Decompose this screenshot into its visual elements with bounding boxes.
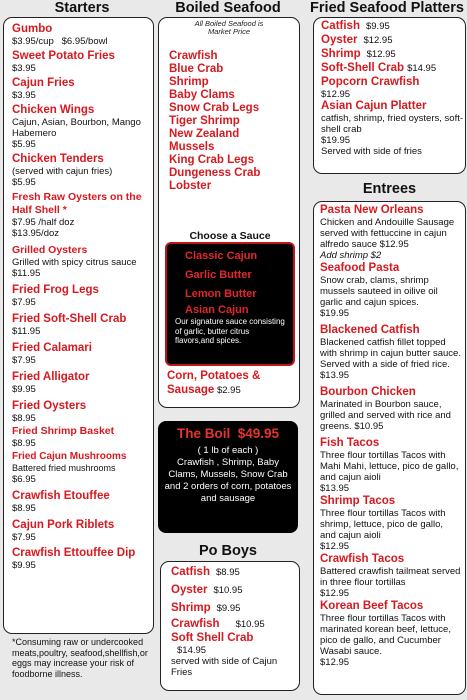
sauce-list (167, 244, 293, 346)
list-item (12, 519, 145, 543)
item-name: Fried Cajun Mushrooms (12, 451, 127, 462)
item-price: $9.95 (365, 21, 390, 32)
item-name: Fish Tacos (320, 437, 380, 449)
item-price: $5.95 (12, 139, 36, 150)
boiled-item: Mussels (169, 141, 215, 153)
item-price: $9.95 (216, 603, 241, 614)
item-price: $8.95 (12, 413, 36, 424)
item-name: Cajun Pork Riblets (12, 519, 115, 531)
starters-panel (3, 17, 154, 634)
fried-panel (313, 17, 466, 174)
item-name: Pasta New Orleans (320, 204, 424, 216)
item-price: $8.95 (12, 438, 36, 449)
raw-food-disclaimer: *Consuming raw or undercooked meats,poultry, seafood,shellfish,or eggs may increase your risk of foodborne illness. (12, 637, 148, 679)
item-name: Oyster (171, 584, 208, 596)
item-name: Seafood Pasta (320, 262, 400, 274)
item-name: Fried Soft-Shell Crab (12, 313, 127, 325)
item-name: Fried Frog Legs (12, 284, 99, 296)
item-desc: Battered crawfish tailmeat served in three flour tortillas (320, 566, 461, 588)
item-name: Soft Shell Crab (171, 632, 254, 644)
item-desc: Cajun, Asian, Bourbon, Mango Habemero (12, 117, 141, 139)
item-price: $13.95/doz (12, 228, 60, 239)
po-boys-panel (160, 561, 300, 691)
item-name: Fried Calamari (12, 342, 92, 354)
list-item (12, 104, 145, 150)
item-name: Shrimp (171, 602, 211, 614)
item-desc: (served with cajun fries) (12, 166, 113, 177)
item-name: Shrimp (321, 48, 361, 60)
item-price: $7.95 (12, 297, 36, 308)
list-item (321, 34, 465, 47)
po-boys-note: served with side of Cajun Fries (171, 656, 278, 678)
list-item (320, 324, 461, 381)
item-price: $9.95 (12, 560, 36, 571)
item-name: Popcorn Crawfish (321, 76, 420, 88)
item-price: $7.95 (12, 355, 36, 366)
item-desc: Three flour tortillas Tacos with shrimp, lettuce, pico de gallo, and cajun aioli (320, 508, 446, 541)
sauce-option: Lemon Butter (185, 288, 257, 300)
list-item (171, 602, 299, 615)
starters-header: Starters (54, 0, 110, 16)
item-price: $8.95 (12, 503, 36, 514)
list-item (12, 284, 145, 308)
item-name: Sweet Potato Fries (12, 50, 115, 62)
item-price: $3.95 (12, 90, 36, 101)
item-desc: Chicken and Andouille Sausage served with fettuccine in cajun alfredo sauce $12.95 (320, 217, 455, 250)
item-name: Fried Shrimp Basket (12, 425, 115, 437)
boiled-header: Boiled Seafood (175, 0, 281, 16)
item-name: Shrimp Tacos (320, 495, 396, 507)
item-name: Fresh Raw Oysters on the Half Shell * (12, 191, 142, 216)
list-item (320, 386, 461, 432)
item-name: Asian Cajun Platter (321, 100, 427, 112)
sauce-option: Asian Cajun (185, 304, 249, 316)
boiled-items (159, 36, 299, 193)
list-item (12, 400, 145, 424)
side-price: $2.95 (216, 385, 241, 396)
item-name: Crawfish (171, 618, 220, 630)
list-item (12, 342, 145, 366)
item-name: Blackened Catfish (320, 324, 420, 336)
item-name: Grilled Oysters (12, 244, 88, 256)
sauce-option: Classic Cajun (185, 250, 258, 262)
item-price: $3.95 (12, 63, 36, 74)
item-name: Chicken Tenders (12, 153, 104, 165)
list-item (320, 553, 461, 599)
item-price: $10.95 (235, 619, 265, 630)
item-price: $9.95 (12, 384, 36, 395)
list-item (321, 48, 465, 61)
item-desc: catfish, shrimp, fried oysters, soft-shell crab (321, 113, 464, 135)
side-name: Corn, Potatoes & Sausage (167, 370, 261, 396)
boiled-item: Lobster (169, 180, 212, 192)
item-price: $14.95 (407, 63, 437, 74)
entrees-header: Entrees (362, 181, 417, 197)
asian-cajun-desc: Our signature sauce consisting of garlic, butter citrus flavors,and spices. (175, 317, 285, 345)
item-price: $11.95 (12, 326, 41, 337)
list-item (171, 618, 299, 631)
list-item (320, 600, 461, 668)
item-name: Crawfish Tacos (320, 553, 405, 565)
list-item (12, 50, 145, 74)
item-price: $12.95 (321, 89, 351, 100)
item-price: $12.95 (320, 541, 350, 552)
item-desc: Grilled with spicy citrus sauce $11.95 (12, 257, 137, 279)
item-price: $12.95 (363, 35, 393, 46)
item-name: Oyster (321, 34, 358, 46)
market-price-note: All Boiled Seafood is Market Price (194, 19, 264, 36)
item-name: Catfish (321, 20, 360, 32)
list-item (12, 547, 145, 571)
item-price: $19.95 (321, 135, 351, 146)
item-desc: Snow crab, clams, shrimp mussels sauteed in oilive oil garlic and cajun spices. (320, 275, 438, 308)
boiled-item: New Zealand (169, 128, 240, 140)
item-price: $19.95 (320, 308, 350, 319)
list-item (12, 371, 145, 395)
boil-desc: ( 1 lb of each ) Crawfish , Shrimp, Baby Clams, Mussels, Snow Crab and 2 orders of corn, potatoes and sausage (164, 445, 292, 504)
item-desc: Three flour tortillas Tacos with marinated korean beef, lettuce, pico de gallo, and Cucumber Wasabi sauce. (320, 613, 451, 657)
list-item (171, 584, 299, 597)
boiled-item: Baby Clams (169, 89, 235, 101)
boil-title: The Boil $49.95 (176, 426, 280, 441)
item-name: Cajun Fries (12, 77, 75, 89)
fried-header: Fried Seafood Platters (310, 0, 464, 16)
list-item (12, 244, 145, 279)
item-price: $13.95 (320, 483, 350, 494)
item-name: Chicken Wings (12, 104, 95, 116)
item-name: Fried Alligator (12, 371, 90, 383)
item-price: $12.95 (320, 588, 350, 599)
item-desc: Three flour tortillas Tacos with Mahi Mahi, lettuce, pico de gallo, and cajun aioli (320, 450, 459, 483)
sauce-title: Choose a Sauce (189, 230, 271, 242)
list-item (320, 204, 461, 261)
list-item (320, 437, 461, 494)
list-item (171, 566, 299, 579)
list-item (12, 450, 145, 485)
list-item (12, 191, 145, 239)
boiled-item: Tiger Shrimp (169, 115, 240, 127)
list-item (12, 77, 145, 101)
list-item (12, 153, 145, 188)
item-desc: Battered fried mushrooms (12, 463, 116, 473)
fried-note: Served with side of fries (321, 146, 422, 157)
po-boys-header: Po Boys (198, 543, 257, 559)
list-item (12, 425, 145, 449)
list-item (321, 62, 465, 75)
item-extra: Add shrimp $2 (320, 250, 382, 261)
item-desc: Marinated in Bourbon sauce, grilled and served with rice and greens. $10.95 (320, 399, 451, 432)
list-item (171, 632, 299, 656)
list-item (12, 490, 145, 514)
sauce-option: Garlic Butter (185, 269, 252, 281)
item-price: $6.95 (12, 474, 36, 485)
item-name: Bourbon Chicken (320, 386, 416, 398)
the-boil-box (158, 421, 298, 533)
item-name: Soft-Shell Crab (321, 62, 405, 74)
item-price: $7.95 (12, 532, 36, 543)
sauce-box (165, 242, 295, 366)
item-price: $5.95 (12, 177, 36, 188)
item-name: Fried Oysters (12, 400, 87, 412)
boiled-item: King Crab Legs (169, 154, 254, 166)
item-name: Catfish (171, 566, 210, 578)
list-item (12, 23, 145, 47)
item-name: Crawfish Etouffee (12, 490, 110, 502)
list-item (321, 100, 465, 146)
item-name: Korean Beef Tacos (320, 600, 424, 612)
item-name: Gumbo (12, 23, 53, 35)
item-price: $10.95 (213, 585, 243, 596)
list-item (321, 20, 465, 33)
boiled-item: Crawfish (169, 50, 218, 62)
boiled-item: Shrimp (169, 76, 209, 88)
item-name: Crawfish Ettouffee Dip (12, 547, 136, 559)
side-item (167, 370, 295, 398)
item-price: $14.95 (177, 645, 207, 656)
item-price: $12.95 (320, 657, 350, 668)
item-price: $12.95 (366, 49, 396, 60)
list-item (320, 262, 461, 319)
boiled-item: Dungeness Crab (169, 167, 261, 179)
boiled-item: Blue Crab (169, 63, 224, 75)
item-price: $7.95 /half doz (12, 217, 75, 228)
boiled-item: Snow Crab Legs (169, 102, 260, 114)
entrees-panel (313, 201, 466, 695)
item-desc: Blackened catfish fillet topped with shrimp in cajun butter sauce. Served with a side of fried rice. $13.95 (320, 337, 461, 381)
list-item (12, 313, 145, 337)
list-item (320, 495, 461, 552)
item-price: $3.95/cup $6.95/bowl (12, 36, 108, 47)
item-price: $8.95 (215, 567, 240, 578)
list-item (321, 76, 465, 100)
